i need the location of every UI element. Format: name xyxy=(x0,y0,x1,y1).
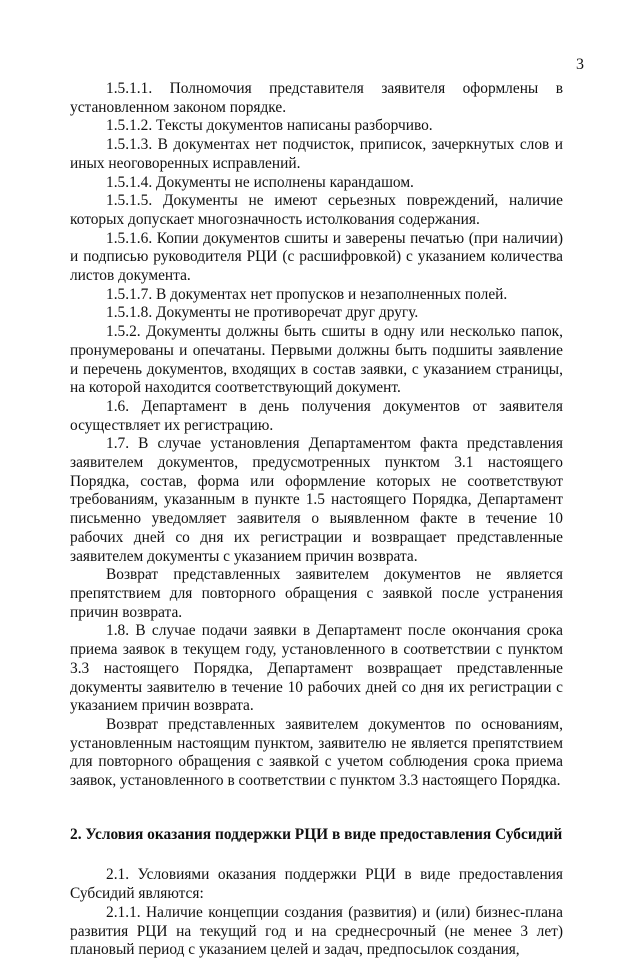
section-heading: 2. Условия оказания поддержки РЦИ в виде предоставления Субсидий xyxy=(70,825,563,843)
paragraph-1-5-1-6: 1.5.1.6. Копии документов сшиты и заверены печатью (при наличии) и подписью руководителя РЦИ (с расшифровкой) с указанием количества листов документа. xyxy=(70,229,563,285)
paragraph-2-1: 2.1. Условиями оказания поддержки РЦИ в виде предоставления Субсидий являются: xyxy=(70,866,563,903)
paragraph-1-5-1-2: 1.5.1.2. Тексты документов написаны разборчиво. xyxy=(106,117,433,135)
paragraph-1-5-1-1: 1.5.1.1. Полномочия представителя заявителя оформлены в установленном законом порядке. xyxy=(70,80,563,116)
paragraph-1-5-2: 1.5.2. Документы должны быть сшиты в одну или несколько папок, пронумерованы и опечатаны. Первыми должны быть подшиты заявление и перечень документов, входящих в состав заявки, с указанием страницы, на которой находится соответствующий документ. xyxy=(70,323,563,397)
page-number: 3 xyxy=(576,56,584,73)
paragraph-1-8-return: Возврат представленных заявителем документов по основаниям, установленным настоящим пунктом, заявителю не является препятствием для повторного обращения с заявкой с учетом соблюдения срока приема заявок, установленного в соответствии с пунктом 3.3 настоящего Порядка. xyxy=(70,715,563,790)
paragraph-1-5-1-5: 1.5.1.5. Документы не имеют серьезных повреждений, наличие которых допускает многозначность истолкования содержания. xyxy=(70,192,563,228)
document-body xyxy=(70,80,563,960)
paragraph-1-5-1-4: 1.5.1.4. Документы не исполнены карандашом. xyxy=(106,173,414,191)
paragraph-1-5-1-7: 1.5.1.7. В документах нет пропусков и незаполненных полей. xyxy=(106,285,508,303)
paragraph-1-7-return: Возврат представленных заявителем документов не является препятствием для повторного обращения с заявкой после устранения причин возврата. xyxy=(70,566,563,621)
paragraph-1-5-1-8: 1.5.1.8. Документы не противоречат друг другу. xyxy=(106,304,419,322)
paragraph-1-5-1-3: 1.5.1.3. В документах нет подчисток, приписок, зачеркнутых слов и иных неоговоренных исправлений. xyxy=(70,136,563,172)
paragraph-1-8: 1.8. В случае подачи заявки в Департамент после окончания срока приема заявок в текущем году, установленного в соответствии с пунктом 3.3 настоящего Порядка, Департамент возвращает представленные документы заявителю в течение 10 рабочих дней со дня их регистрации с указанием причин возврата. xyxy=(70,622,563,715)
paragraph-1-7: 1.7. В случае установления Департаментом факта представления заявителем документов, предусмотренных пунктом 3.1 настоящего Порядка, состав, форма или оформление которых не соответствуют требованиям, указанным в пункте 1.5 настоящего Порядка, Департамент письменно уведомляет заявителя о выявленном факте в течение 10 рабочих дней со дня их регистрации и возвращает представленные заявителем документы с указанием причин возврата. xyxy=(70,435,563,565)
paragraph-1-6: 1.6. Департамент в день получения документов от заявителя осуществляет их регистрацию. xyxy=(70,397,563,434)
paragraph-2-1-1: 2.1.1. Наличие концепции создания (развития) и (или) бизнес-плана развития РЦИ на текущий год и на среднесрочный (не менее 3 лет) плановый период с указанием целей и задач, предпосылок создания, xyxy=(70,903,563,959)
